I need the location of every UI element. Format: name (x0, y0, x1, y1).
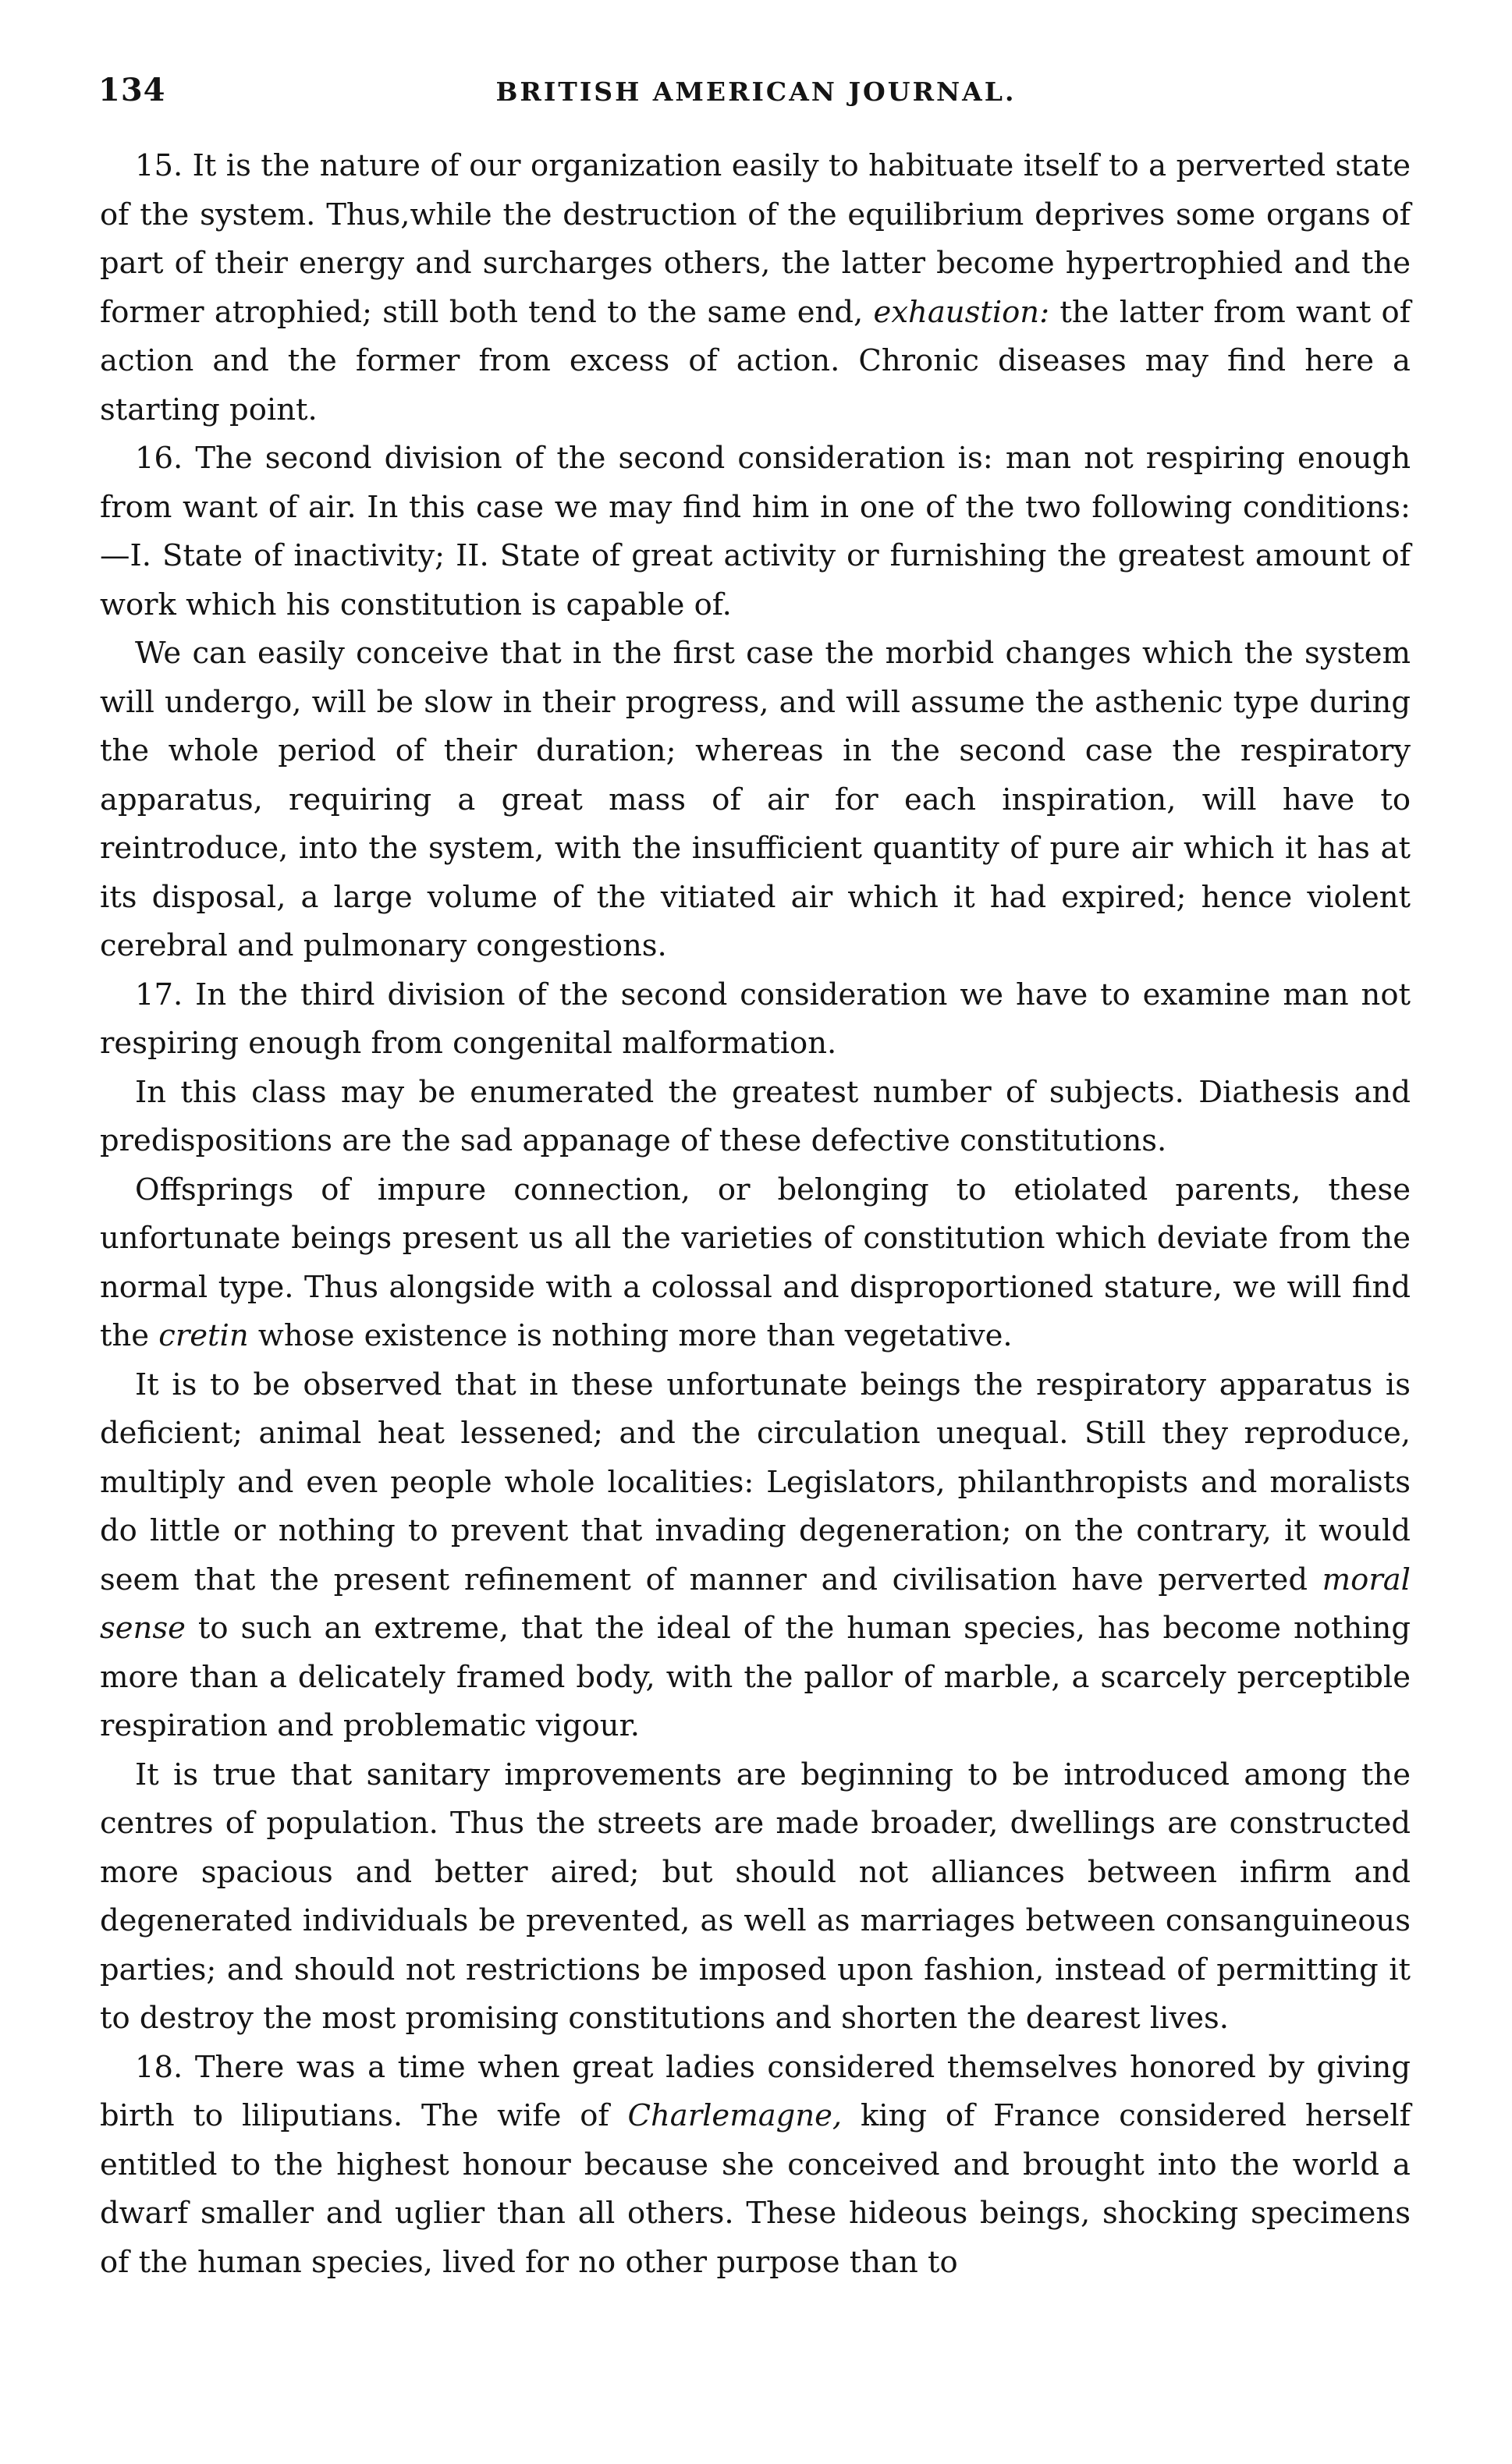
journal-title: BRITISH AMERICAN JOURNAL. (495, 76, 1017, 107)
paragraph-text: In this class may be enumerated the greatest number of subjects. Diathesis and predispositions are the sad appanage of these defective constitutions. (100, 1074, 1411, 1158)
paragraph-16 (100, 434, 1411, 629)
italic-term-cretin: cretin (158, 1318, 249, 1353)
paragraph-text: 18. There was a time when great ladies considered themselves honored by giving birth to liliputians. The wife of (100, 2049, 1411, 2133)
paragraph-text: whose existence is nothing more than vegetative. (248, 1318, 1013, 1353)
paragraph-text: 17. In the third division of the second consideration we have to examine man not respiring enough from congenital malformation. (100, 977, 1411, 1061)
paragraph-text: It is true that sanitary improvements are beginning to be introduced among the centres of population. Thus the streets are made broader, dwellings are constructed more spacious and better aired; but should not alliances between infirm and degenerated individuals be prevented, as well as marriages between consanguineous parties; and should not restrictions be imposed upon fashion, instead of permitting it to destroy the most promising constitutions and shorten the dearest lives. (100, 1757, 1411, 2036)
paragraph-17-class (100, 1069, 1411, 1166)
paragraph-text: 16. The second division of the second consideration is: man not respiring enough from want of air. In this case we may find him in one of the two following conditions:—I. State of inactivity; II. State of great activity or furnishing the greatest amount of work which his constitution is capable of. (100, 441, 1411, 622)
article-body (100, 142, 1411, 2287)
running-head (98, 72, 1414, 119)
paragraph-17-observed (100, 1361, 1411, 1751)
paragraph-17-offsprings (100, 1166, 1411, 1361)
italic-term-moral-sense: moral sense (100, 1562, 1411, 1646)
paragraph-16-continued (100, 629, 1411, 971)
paragraph-text: 15. It is the nature of our organization easily to habituate itself to a perverted state of the system. Thus,while the destruction of the equilibrium deprives some organs of part of their energy and surcharges others, the latter become hypertrophied and the former atrophied; still both tend to the same end, (100, 148, 1411, 330)
paragraph-text: We can easily conceive that in the first case the morbid changes which the system will undergo, will be slow in their progress, and will assume the asthenic type during the whole period of their duration; whereas in the second case the respiratory apparatus, requiring a great mass of air for each inspiration, will have to reintroduce, into the system, with the insufficient quantity of pure air which it has at its disposal, a large volume of the vitiated air which it had expired; hence violent cerebral and pulmonary congestions. (100, 636, 1411, 963)
italic-term-exhaustion: exhaustion: (873, 294, 1050, 330)
paragraph-17 (100, 971, 1411, 1069)
paragraph-text: Offsprings of impure connection, or belonging to etiolated parents, these unfortunate beings present us all the varieties of constitution which deviate from the normal type. Thus alongside with a colossal and disproportioned stature, we will find the (100, 1172, 1411, 1353)
paragraph-15 (100, 142, 1411, 434)
paragraph-text: It is to be observed that in these unfortunate beings the respiratory apparatus is deficient; animal heat lessened; and the circulation unequal. Still they reproduce, multiply and even people whole localities: Legislators, philanthropists and moralists do little or nothing to prevent that invading degeneration; on the contrary, it would seem that the present refinement of manner and civilisation have perverted (100, 1367, 1411, 1597)
paragraph-text: the latter from want of action and the former from excess of action. Chronic diseases may find here a starting point. (100, 294, 1411, 427)
paragraph-text: king of France considered herself entitled to the highest honour because she conceived and brought into the world a dwarf smaller and uglier than all others. These hideous beings, shocking specimens of the human species, lived for no other purpose than to (100, 2098, 1411, 2280)
page-number: 134 (98, 72, 166, 108)
italic-term-charlemagne: Charlemagne, (627, 2098, 843, 2133)
paragraph-18 (100, 2044, 1411, 2288)
paragraph-text: to such an extreme, that the ideal of the human species, has become nothing more than a delicately framed body, with the pallor of marble, a scarcely perceptible respiration and problematic vigour. (100, 1611, 1411, 1743)
paragraph-17-sanitary (100, 1751, 1411, 2044)
